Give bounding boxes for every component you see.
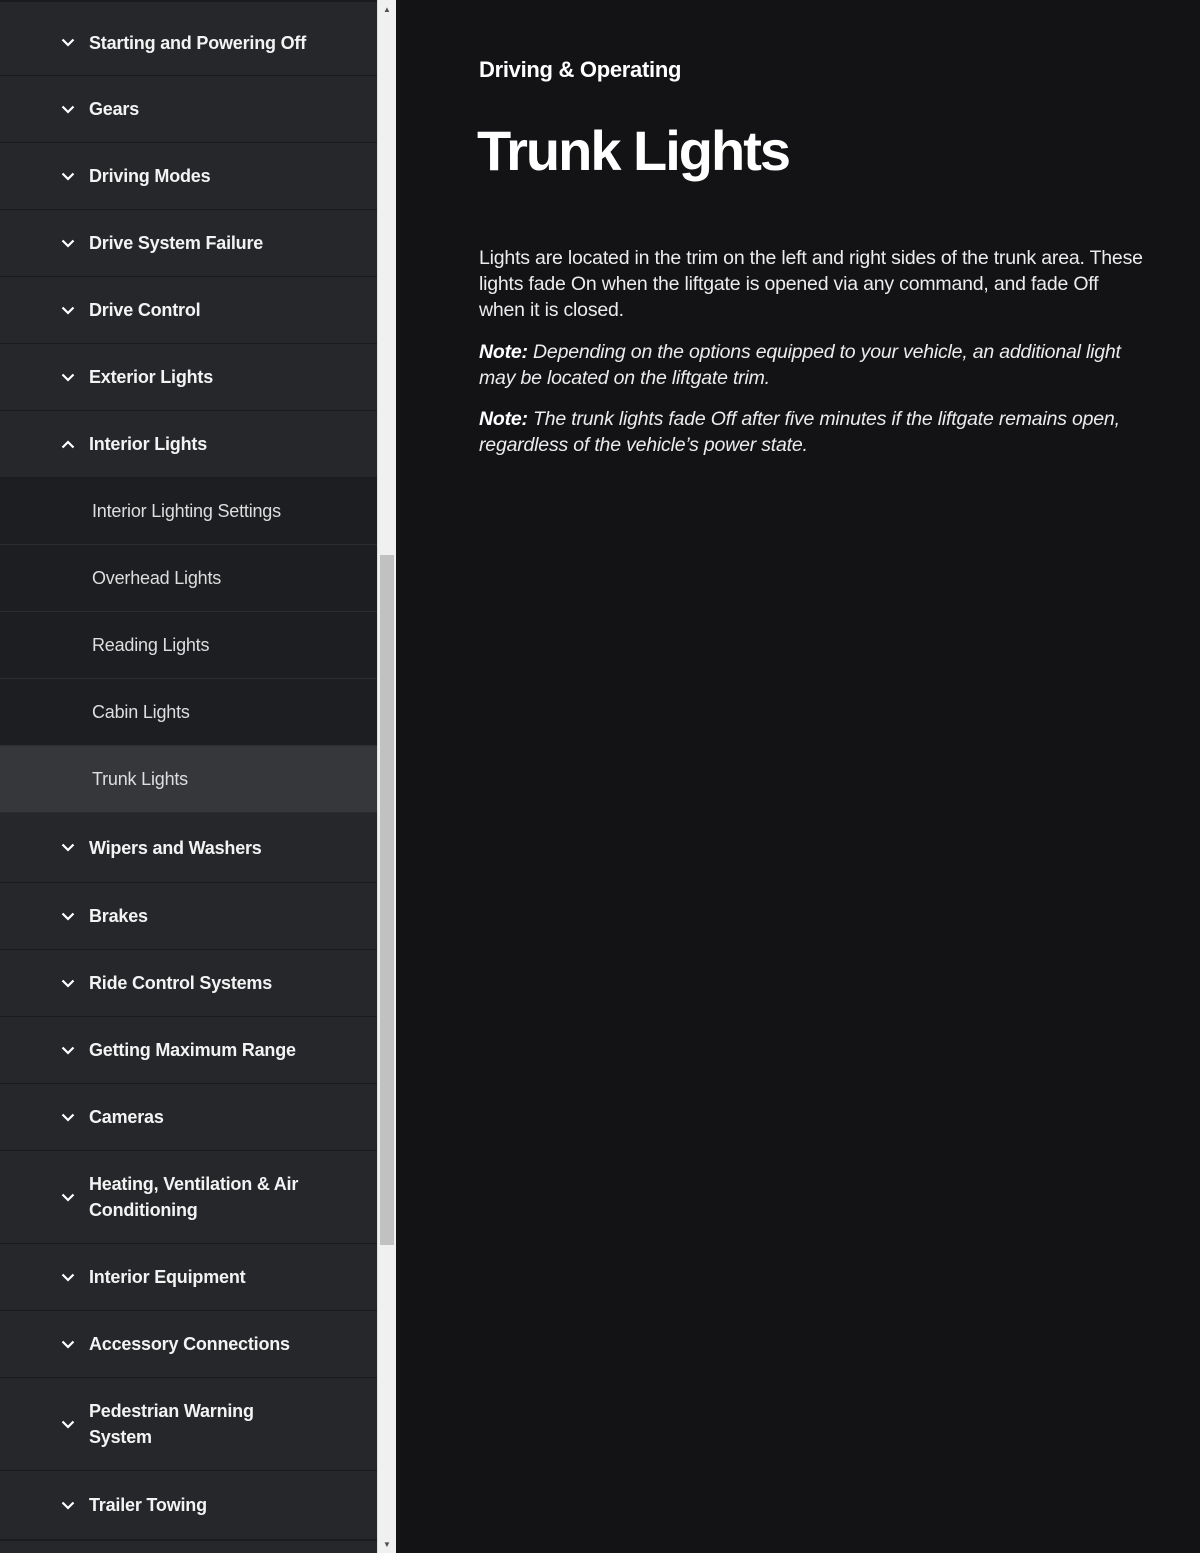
sidebar-item-label: Gears: [89, 99, 140, 119]
chevron-down-icon: [58, 33, 78, 53]
scrollbar-thumb[interactable]: [380, 555, 394, 1245]
sidebar-item-label: Starting and Powering Off: [89, 32, 307, 53]
sidebar-item-drive-system-failure[interactable]: [0, 210, 377, 277]
chevron-down-icon: [58, 1040, 78, 1060]
sidebar-item-label: Wipers and Washers: [89, 837, 262, 858]
note-text: The trunk lights fade Off after five minutes if the liftgate remains open, regardless of the vehicle’s power state.: [479, 408, 1120, 456]
sidebar-item-label: Interior Lights: [89, 434, 207, 454]
note-label: Note:: [479, 408, 528, 430]
sidebar-subitem-cabin-lights[interactable]: [0, 679, 377, 746]
sidebar-item-label: Drive System Failure: [89, 233, 264, 253]
sidebar-item-trailer-towing[interactable]: [0, 1471, 377, 1540]
chevron-down-icon: [58, 300, 78, 320]
note-paragraph: [479, 406, 1147, 458]
sidebar-item-starting-and-powering-off[interactable]: [0, 0, 377, 76]
sidebar-item-getting-maximum-range[interactable]: [0, 1017, 377, 1084]
page-title: Trunk Lights: [477, 119, 789, 182]
sidebar-subitem-label: Cabin Lights: [92, 701, 190, 722]
scroll-down-arrow-icon[interactable]: ▼: [383, 1539, 391, 1549]
chevron-down-icon: [58, 99, 78, 119]
sidebar-item-wipers-and-washers[interactable]: [0, 813, 377, 883]
sidebar-item-hvac[interactable]: [0, 1151, 377, 1244]
sidebar-item-exterior-lights[interactable]: [0, 344, 377, 411]
chevron-down-icon: [58, 1107, 78, 1127]
chevron-down-icon: [58, 1267, 78, 1287]
sidebar-item-gears[interactable]: [0, 76, 377, 143]
sidebar-subitem-label: Trunk Lights: [92, 768, 188, 789]
sidebar-item-label: Getting Maximum Range: [89, 1040, 296, 1060]
sidebar-item-driving-modes[interactable]: [0, 143, 377, 210]
chevron-down-icon: [58, 233, 78, 253]
note-paragraph: [479, 339, 1147, 391]
sidebar-item-ride-control-systems[interactable]: [0, 950, 377, 1017]
sidebar-item-label: Trailer Towing: [89, 1495, 207, 1515]
sidebar-subitem-label: Reading Lights: [92, 634, 210, 655]
sidebar-item-brakes[interactable]: [0, 883, 377, 950]
chevron-down-icon: [58, 1334, 78, 1354]
sidebar-submenu-interior-lights: [0, 478, 377, 813]
chevron-down-icon: [58, 367, 78, 387]
chevron-down-icon: [58, 1414, 78, 1434]
sidebar-item-label: Interior Equipment: [89, 1267, 246, 1287]
note-label: Note:: [479, 341, 528, 363]
sidebar-item-interior-lights[interactable]: [0, 411, 377, 478]
main-content: [396, 0, 1200, 1553]
sidebar-subitem-label: Interior Lighting Settings: [92, 500, 281, 521]
chevron-down-icon: [58, 973, 78, 993]
sidebar-next-item-partial: [0, 1540, 377, 1553]
sidebar-nav: [0, 0, 377, 1553]
sidebar-item-label: Cameras: [89, 1107, 164, 1127]
chevron-down-icon: [58, 906, 78, 926]
note-text: Depending on the options equipped to your vehicle, an additional light may be located on the liftgate trim.: [479, 341, 1121, 389]
nav-list-lower: [0, 813, 377, 1540]
sidebar-item-label: Exterior Lights: [89, 367, 214, 387]
chevron-down-icon: [58, 1187, 78, 1207]
sidebar-item-drive-control[interactable]: [0, 277, 377, 344]
scroll-up-arrow-icon[interactable]: ▲: [383, 4, 391, 14]
sidebar-item-label: Ride Control Systems: [89, 973, 273, 993]
sidebar-item-accessory-connections[interactable]: [0, 1311, 377, 1378]
sidebar-subitem-overhead-lights[interactable]: [0, 545, 377, 612]
chevron-up-icon: [58, 434, 78, 454]
breadcrumb[interactable]: Driving & Operating: [479, 57, 682, 82]
sidebar-item-interior-equipment[interactable]: [0, 1244, 377, 1311]
nav-list: [0, 0, 377, 478]
sidebar-item-label: Drive Control: [89, 300, 201, 320]
sidebar-item-cameras[interactable]: [0, 1084, 377, 1151]
sidebar-item-pedestrian-warning-system[interactable]: [0, 1378, 377, 1471]
chevron-down-icon: [58, 166, 78, 186]
article-body: [479, 245, 1147, 473]
sidebar-subitem-interior-lighting-settings[interactable]: [0, 478, 377, 545]
sidebar-item-label: Driving Modes: [89, 166, 211, 186]
sidebar-item-label: Brakes: [89, 906, 148, 926]
sidebar-item-label: Pedestrian Warning System: [89, 1401, 254, 1447]
sidebar-subitem-reading-lights[interactable]: [0, 612, 377, 679]
chevron-down-icon: [58, 838, 78, 858]
sidebar-subitem-trunk-lights[interactable]: [0, 746, 377, 813]
chevron-down-icon: [58, 1495, 78, 1515]
sidebar-item-label: Accessory Connections: [89, 1334, 290, 1354]
sidebar-scrollbar[interactable]: [377, 0, 396, 1553]
body-paragraph: Lights are located in the trim on the left and right sides of the trunk area. These lights fade On when the liftgate is opened via any command, and fade Off when it is closed.: [479, 247, 1143, 321]
sidebar-item-label: Heating, Ventilation & Air Conditioning: [89, 1174, 299, 1220]
sidebar-subitem-label: Overhead Lights: [92, 567, 222, 588]
